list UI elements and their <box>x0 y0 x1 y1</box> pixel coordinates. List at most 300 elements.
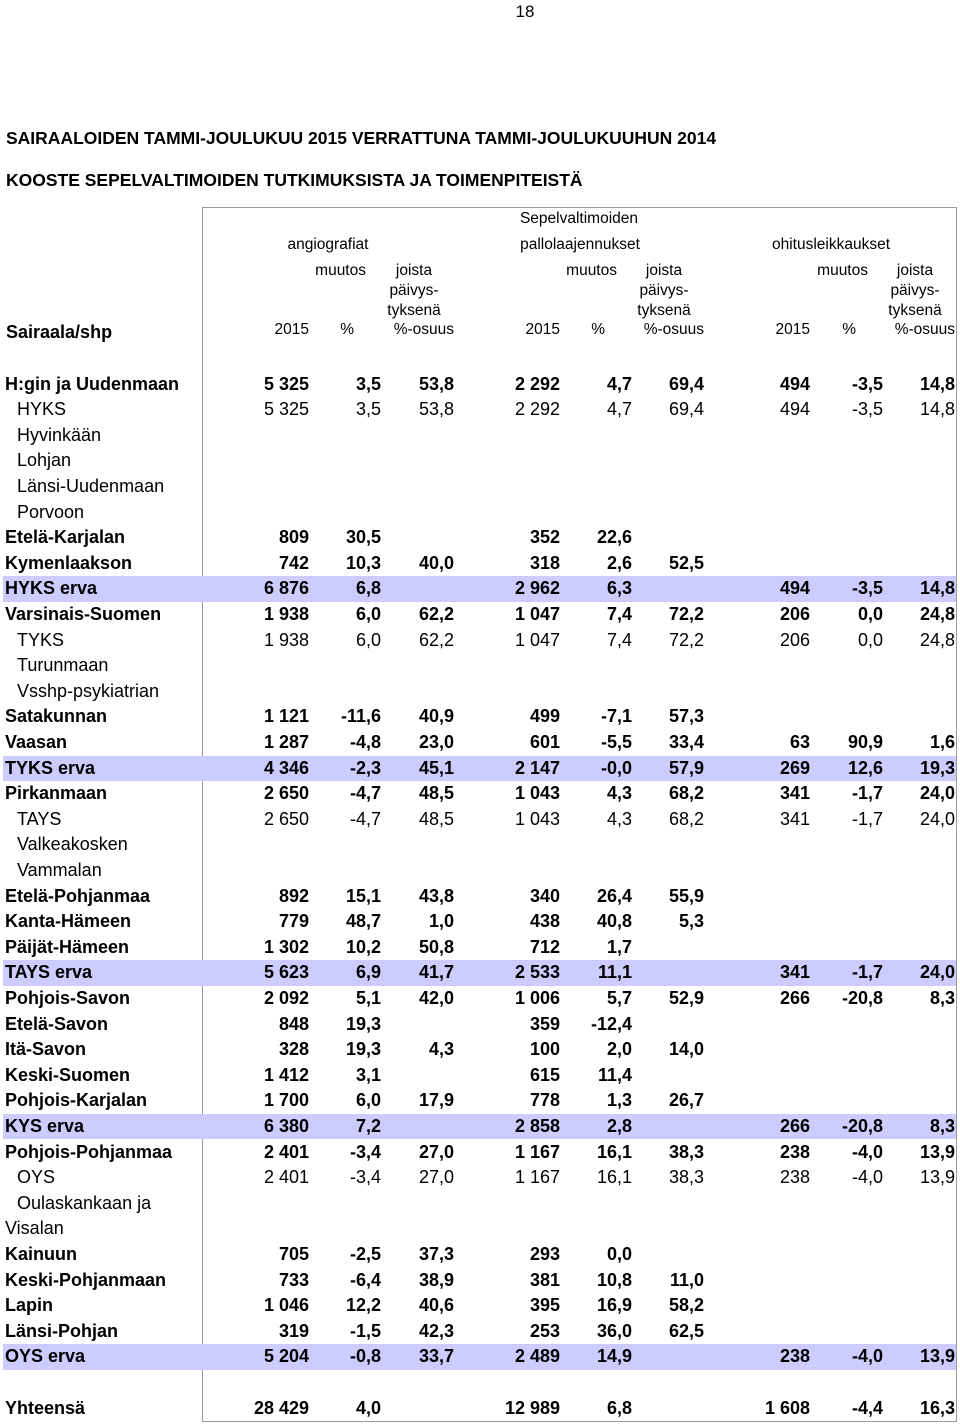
table-cell: 1,0 <box>428 911 454 932</box>
col-joista-label: päivys- <box>890 282 940 299</box>
row-name: Satakunnan <box>5 706 108 727</box>
table-cell: 53,8 <box>418 373 454 394</box>
row-name: H:gin ja Uudenmaan <box>5 373 180 394</box>
table-cell: 27,0 <box>418 1141 454 1162</box>
table-row <box>0 1242 960 1268</box>
table-cell: 7,4 <box>606 603 632 624</box>
col-muutos: muutos <box>566 262 617 279</box>
table-cell: 779 <box>278 911 309 932</box>
table-cell: 494 <box>779 578 810 599</box>
table-cell: 2,0 <box>606 1039 632 1060</box>
table-cell: -11,6 <box>340 706 381 727</box>
table-cell: 1 043 <box>514 783 560 804</box>
table-row <box>0 525 960 551</box>
table-cell: 238 <box>779 1167 810 1188</box>
table-cell: 24,0 <box>919 783 955 804</box>
table-cell: -2,3 <box>349 757 381 778</box>
row-name: Kymenlaakson <box>5 552 133 573</box>
table-cell: 253 <box>529 1320 560 1341</box>
table-cell: 438 <box>529 911 560 932</box>
table-cell: 58,2 <box>668 1295 704 1316</box>
row-name: Etelä-Savon <box>5 1013 109 1034</box>
table-cell: 26,4 <box>596 885 632 906</box>
table-cell: 2,6 <box>606 552 632 573</box>
table-cell: 5 325 <box>263 373 309 394</box>
table-cell: -2,5 <box>349 1243 381 1264</box>
col-percent: % <box>591 321 605 338</box>
table-cell: 12,2 <box>345 1295 381 1316</box>
table-cell: 2 292 <box>514 373 560 394</box>
row-label-header: Sairaala/shp <box>6 322 113 342</box>
table-cell: 16,1 <box>596 1167 632 1188</box>
table-cell: 72,2 <box>668 629 704 650</box>
table-cell: 62,2 <box>418 629 454 650</box>
row-name: TYKS <box>17 629 65 650</box>
table-cell: 5,7 <box>606 987 632 1008</box>
table-cell: 2 962 <box>514 578 560 599</box>
table-cell: -1,5 <box>349 1320 381 1341</box>
table-cell: 1,3 <box>606 1090 632 1111</box>
table-row <box>0 935 960 961</box>
table-cell: 42,0 <box>418 987 454 1008</box>
table-cell: 206 <box>779 629 810 650</box>
table-cell: 6,8 <box>606 1398 632 1418</box>
table-cell: 24,0 <box>919 962 955 983</box>
table-cell: 2 489 <box>514 1346 560 1367</box>
table-cell: -3,5 <box>851 399 883 420</box>
table-cell: 16,3 <box>919 1398 955 1418</box>
row-name: Kanta-Hämeen <box>5 911 132 932</box>
table-cell: 19,3 <box>345 1013 381 1034</box>
row-name: Yhteensä <box>5 1398 86 1418</box>
table-cell: 494 <box>779 399 810 420</box>
row-name: TAYS erva <box>5 962 93 983</box>
row-name: Etelä-Pohjanmaa <box>5 885 151 906</box>
erva-row <box>3 756 956 782</box>
table-row <box>0 1140 960 1166</box>
table-cell: 1 167 <box>514 1141 560 1162</box>
table-cell: 1 006 <box>514 987 560 1008</box>
table-cell: 5 623 <box>263 962 309 983</box>
table-row <box>0 372 960 398</box>
table-cell: -20,8 <box>841 987 883 1008</box>
table-row <box>0 858 960 884</box>
table-cell: 892 <box>278 885 309 906</box>
table-row <box>0 1293 960 1319</box>
group-pallolaajennukset: pallolaajennukset <box>520 236 640 253</box>
group-ohitusleikkaukset: ohitusleikkaukset <box>771 236 891 253</box>
table-cell: 269 <box>779 757 810 778</box>
table-cell: 6 380 <box>263 1115 309 1136</box>
table-cell: 37,3 <box>418 1243 454 1264</box>
table-row <box>0 1063 960 1089</box>
table-cell: 38,3 <box>668 1141 704 1162</box>
table-cell: -3,4 <box>349 1167 381 1188</box>
table-cell: 17,9 <box>418 1090 454 1111</box>
table-row <box>0 1037 960 1063</box>
table-cell: 1,6 <box>929 731 955 752</box>
row-name: TAYS <box>17 808 62 829</box>
table-cell: 6,0 <box>355 603 381 624</box>
table-row <box>0 500 960 526</box>
table-cell: -4,0 <box>851 1346 883 1367</box>
table-cell: -3,5 <box>851 578 883 599</box>
table-row <box>0 602 960 628</box>
table-cell: 38,3 <box>668 1167 704 1188</box>
row-name: HYKS <box>17 399 67 420</box>
table-cell: 13,9 <box>919 1167 955 1188</box>
row-name: Varsinais-Suomen <box>5 603 162 624</box>
table-cell: 5,3 <box>678 911 704 932</box>
col-osuus: %-osuus <box>643 321 704 338</box>
table-cell: 2 092 <box>263 987 309 1008</box>
row-name: Keski-Suomen <box>5 1064 131 1085</box>
table-row <box>0 781 960 807</box>
page-number: 18 <box>515 2 535 21</box>
table-cell: 15,1 <box>345 885 381 906</box>
table-cell: 7,2 <box>355 1115 381 1136</box>
row-name: Pohjois-Karjalan <box>5 1090 148 1111</box>
table-row <box>0 832 960 858</box>
table-cell: 11,4 <box>597 1064 632 1085</box>
col-joista-label: päivys- <box>639 282 689 299</box>
table-cell: -4,0 <box>851 1141 883 1162</box>
col-muutos: muutos <box>315 262 366 279</box>
table-row <box>0 807 960 833</box>
table-cell: 55,9 <box>668 885 704 906</box>
table-cell: -4,8 <box>349 731 381 752</box>
table-cell: 5 325 <box>263 399 309 420</box>
col-percent: % <box>842 321 856 338</box>
table-cell: 14,8 <box>919 399 955 420</box>
table-cell: 48,5 <box>418 783 454 804</box>
table-cell: 1 121 <box>263 706 309 727</box>
table-cell: 1 700 <box>263 1090 309 1111</box>
table-row <box>0 551 960 577</box>
table-cell: 3,5 <box>355 373 381 394</box>
table-cell: 14,9 <box>596 1346 632 1367</box>
table-cell: 4,3 <box>606 783 632 804</box>
table-cell: 6 876 <box>263 578 309 599</box>
row-name: Itä-Savon <box>5 1039 87 1060</box>
table-cell: 52,5 <box>668 552 704 573</box>
table-row <box>0 1216 960 1242</box>
table-cell: 43,8 <box>418 885 454 906</box>
table-cell: 4 346 <box>263 757 309 778</box>
table-cell: -3,4 <box>349 1141 381 1162</box>
table-cell: 27,0 <box>418 1167 454 1188</box>
table-cell: 2 650 <box>263 808 309 829</box>
table-row <box>0 1165 960 1191</box>
table-cell: 12,6 <box>847 757 883 778</box>
row-name: OYS <box>17 1167 56 1188</box>
table-cell: 341 <box>779 783 810 804</box>
table-cell: -4,7 <box>349 808 381 829</box>
row-name: Visalan <box>5 1218 64 1239</box>
table-cell: 69,4 <box>668 399 704 420</box>
table-cell: 601 <box>529 731 560 752</box>
table-cell: -1,7 <box>851 808 883 829</box>
row-name: Oulaskankaan ja <box>17 1192 152 1213</box>
row-name: Vammalan <box>17 859 102 880</box>
table-cell: 24,8 <box>919 629 955 650</box>
table-cell: 1 412 <box>263 1064 309 1085</box>
table-cell: 1 047 <box>514 629 560 650</box>
table-cell: 68,2 <box>668 808 704 829</box>
table-cell: 16,9 <box>596 1295 632 1316</box>
col-joista-label: joista <box>645 262 683 279</box>
table-cell: -6,4 <box>349 1269 381 1290</box>
table-cell: 13,9 <box>919 1346 955 1367</box>
row-name: Vaasan <box>5 731 68 752</box>
row-name: Vsshp-psykiatrian <box>17 680 160 701</box>
table-cell: 395 <box>529 1295 560 1316</box>
table-cell: -0,8 <box>349 1346 381 1367</box>
table-row <box>0 1268 960 1294</box>
table-cell: 2 401 <box>263 1141 309 1162</box>
erva-row <box>3 960 956 986</box>
col-joista-label: tyksenä <box>637 302 691 319</box>
table-row <box>0 628 960 654</box>
row-name: Pohjois-Savon <box>5 987 131 1008</box>
table-cell: 809 <box>278 527 309 548</box>
table-cell: 62,2 <box>418 603 454 624</box>
table-cell: -4,4 <box>851 1398 883 1418</box>
table-cell: 4,0 <box>355 1398 381 1418</box>
erva-row <box>3 576 956 602</box>
table-cell: 90,9 <box>847 731 883 752</box>
table-cell: 1 046 <box>263 1295 309 1316</box>
grid-line <box>202 207 956 208</box>
table-cell: 328 <box>278 1039 309 1060</box>
table-cell: 341 <box>779 808 810 829</box>
table-cell: 381 <box>529 1269 560 1290</box>
table-cell: 23,0 <box>418 731 454 752</box>
table-cell: 293 <box>529 1243 560 1264</box>
erva-row <box>3 1114 956 1140</box>
table-row <box>0 1012 960 1038</box>
row-name: KYS erva <box>5 1115 85 1136</box>
table-cell: 6,3 <box>606 578 632 599</box>
table-cell: 2 650 <box>263 783 309 804</box>
table-cell: 52,9 <box>668 987 704 1008</box>
col-joista-label: joista <box>395 262 433 279</box>
table-cell: 14,8 <box>919 578 955 599</box>
table-cell: 40,6 <box>418 1295 454 1316</box>
table-cell: 40,8 <box>596 911 632 932</box>
table-cell: 26,7 <box>668 1090 704 1111</box>
table-cell: 1 047 <box>514 603 560 624</box>
table-row <box>0 1088 960 1114</box>
table-cell: 615 <box>529 1064 560 1085</box>
table-cell: -1,7 <box>851 962 883 983</box>
table-cell: -5,5 <box>600 731 632 752</box>
table-cell: 6,9 <box>355 962 381 983</box>
table-cell: 8,3 <box>929 1115 955 1136</box>
table-cell: 712 <box>529 936 560 957</box>
row-name: Lapin <box>5 1295 53 1316</box>
table-cell: 2 858 <box>514 1115 560 1136</box>
col-2015: 2015 <box>525 321 560 338</box>
table-cell: 50,8 <box>418 936 454 957</box>
table-cell: 778 <box>529 1090 560 1111</box>
table-cell: 6,8 <box>355 578 381 599</box>
group-title: Sepelvaltimoiden <box>519 210 639 227</box>
table-cell: 41,7 <box>418 962 454 983</box>
row-name: Pohjois-Pohjanmaa <box>5 1141 173 1162</box>
table-cell: 0,0 <box>857 603 883 624</box>
table-cell: 68,2 <box>668 783 704 804</box>
table-cell: 57,9 <box>668 757 704 778</box>
col-joista-label: joista <box>896 262 934 279</box>
row-name: Päijät-Hämeen <box>5 936 130 957</box>
table-cell: 238 <box>779 1346 810 1367</box>
table-cell: 62,5 <box>668 1320 704 1341</box>
table-cell: 63 <box>789 731 810 752</box>
table-cell: 1 167 <box>514 1167 560 1188</box>
col-percent: % <box>340 321 354 338</box>
table-cell: 33,7 <box>418 1346 454 1367</box>
table-cell: 53,8 <box>418 399 454 420</box>
table-cell: 16,1 <box>596 1141 632 1162</box>
table-cell: 7,4 <box>606 629 632 650</box>
table-cell: 24,8 <box>919 603 955 624</box>
table-cell: 340 <box>529 885 560 906</box>
row-name: TYKS erva <box>5 757 96 778</box>
table-cell: 100 <box>529 1039 560 1060</box>
row-name: Turunmaan <box>17 655 109 676</box>
table-cell: 499 <box>529 706 560 727</box>
col-muutos: muutos <box>817 262 868 279</box>
table-cell: 72,2 <box>668 603 704 624</box>
row-name: Länsi-Pohjan <box>5 1320 119 1341</box>
table-cell: -20,8 <box>841 1115 883 1136</box>
row-name: Etelä-Karjalan <box>5 527 126 548</box>
table-cell: 10,2 <box>345 936 381 957</box>
group-angiografiat: angiografiat <box>287 236 369 253</box>
table-cell: 48,7 <box>345 911 381 932</box>
table-cell: 1 302 <box>263 936 309 957</box>
row-name: Keski-Pohjanmaan <box>5 1269 167 1290</box>
table-cell: -4,0 <box>851 1167 883 1188</box>
table-cell: 24,0 <box>919 808 955 829</box>
table-cell: 2 292 <box>514 399 560 420</box>
table-cell: -12,4 <box>590 1013 632 1034</box>
row-name: Länsi-Uudenmaan <box>17 475 165 496</box>
table-cell: 33,4 <box>668 731 704 752</box>
table-cell: 359 <box>529 1013 560 1034</box>
table-cell: 14,0 <box>668 1039 704 1060</box>
table-cell: 5 204 <box>263 1346 309 1367</box>
report-title: SAIRAALOIDEN TAMMI-JOULUKUU 2015 VERRATTUNA TAMMI-JOULUKUUHUN 2014 <box>6 128 717 148</box>
table-cell: 4,7 <box>606 399 632 420</box>
table-cell: 2 147 <box>514 757 560 778</box>
table-cell: 4,3 <box>428 1039 454 1060</box>
row-name: Porvoon <box>17 501 85 522</box>
table-cell: 19,3 <box>345 1039 381 1060</box>
table-cell: 1 938 <box>263 603 309 624</box>
table-cell: 494 <box>779 373 810 394</box>
table-cell: 11,1 <box>597 962 632 983</box>
table-cell: 341 <box>779 962 810 983</box>
table-cell: 14,8 <box>919 373 955 394</box>
table-cell: -0,0 <box>600 757 632 778</box>
row-name: Hyvinkään <box>17 424 102 445</box>
table-cell: 1 938 <box>263 629 309 650</box>
table-row <box>0 730 960 756</box>
row-name: Lohjan <box>17 450 72 471</box>
table-cell: 2 533 <box>514 962 560 983</box>
table-cell: 22,6 <box>596 527 632 548</box>
col-joista-label: tyksenä <box>888 302 942 319</box>
table-cell: 45,1 <box>418 757 454 778</box>
table-row <box>0 448 960 474</box>
table-cell: 319 <box>278 1320 309 1341</box>
table-cell: 848 <box>278 1013 309 1034</box>
table-cell: 206 <box>779 603 810 624</box>
table-cell: 2,8 <box>606 1115 632 1136</box>
table-cell: 5,1 <box>355 987 381 1008</box>
table-cell: 8,3 <box>929 987 955 1008</box>
erva-row <box>3 1344 956 1370</box>
table-cell: 69,4 <box>668 373 704 394</box>
table-cell: 352 <box>529 527 560 548</box>
table-row <box>0 474 960 500</box>
table-row <box>0 653 960 679</box>
table-cell: 705 <box>278 1243 309 1264</box>
table-cell: 1 608 <box>764 1398 810 1418</box>
col-osuus: %-osuus <box>894 321 955 338</box>
table-cell: 11,0 <box>669 1269 704 1290</box>
col-joista-label: päivys- <box>389 282 439 299</box>
table-cell: 30,5 <box>345 527 381 548</box>
table-row <box>0 679 960 705</box>
table-cell: -1,7 <box>851 783 883 804</box>
table-cell: 1,7 <box>606 936 632 957</box>
report-subtitle: KOOSTE SEPELVALTIMOIDEN TUTKIMUKSISTA JA TOIMENPITEISTÄ <box>6 170 583 190</box>
table-cell: 3,5 <box>355 399 381 420</box>
table-cell: -4,7 <box>349 783 381 804</box>
table-cell: 4,3 <box>606 808 632 829</box>
row-name: HYKS erva <box>5 578 98 599</box>
table-cell: 19,3 <box>919 757 955 778</box>
table-row <box>0 909 960 935</box>
table-cell: 1 287 <box>263 731 309 752</box>
table-row <box>0 397 960 423</box>
table-cell: 28 429 <box>253 1398 309 1418</box>
col-joista-label: tyksenä <box>387 302 441 319</box>
table-cell: 318 <box>529 552 560 573</box>
table-cell: 742 <box>278 552 309 573</box>
table-row <box>0 884 960 910</box>
table-row <box>0 704 960 730</box>
table-cell: 48,5 <box>418 808 454 829</box>
table-row <box>0 986 960 1012</box>
table-cell: -7,1 <box>600 706 632 727</box>
table-cell: 2 401 <box>263 1167 309 1188</box>
row-name: Pirkanmaan <box>5 783 108 804</box>
table-cell: 4,7 <box>606 373 632 394</box>
table-cell: 733 <box>278 1269 309 1290</box>
total-row <box>0 1396 960 1422</box>
table-cell: 40,9 <box>418 706 454 727</box>
table-row <box>0 1319 960 1345</box>
col-osuus: %-osuus <box>393 321 454 338</box>
table-cell: 1 043 <box>514 808 560 829</box>
table-cell: 10,3 <box>345 552 381 573</box>
table-cell: 266 <box>779 987 810 1008</box>
row-name: Valkeakosken <box>17 834 128 855</box>
